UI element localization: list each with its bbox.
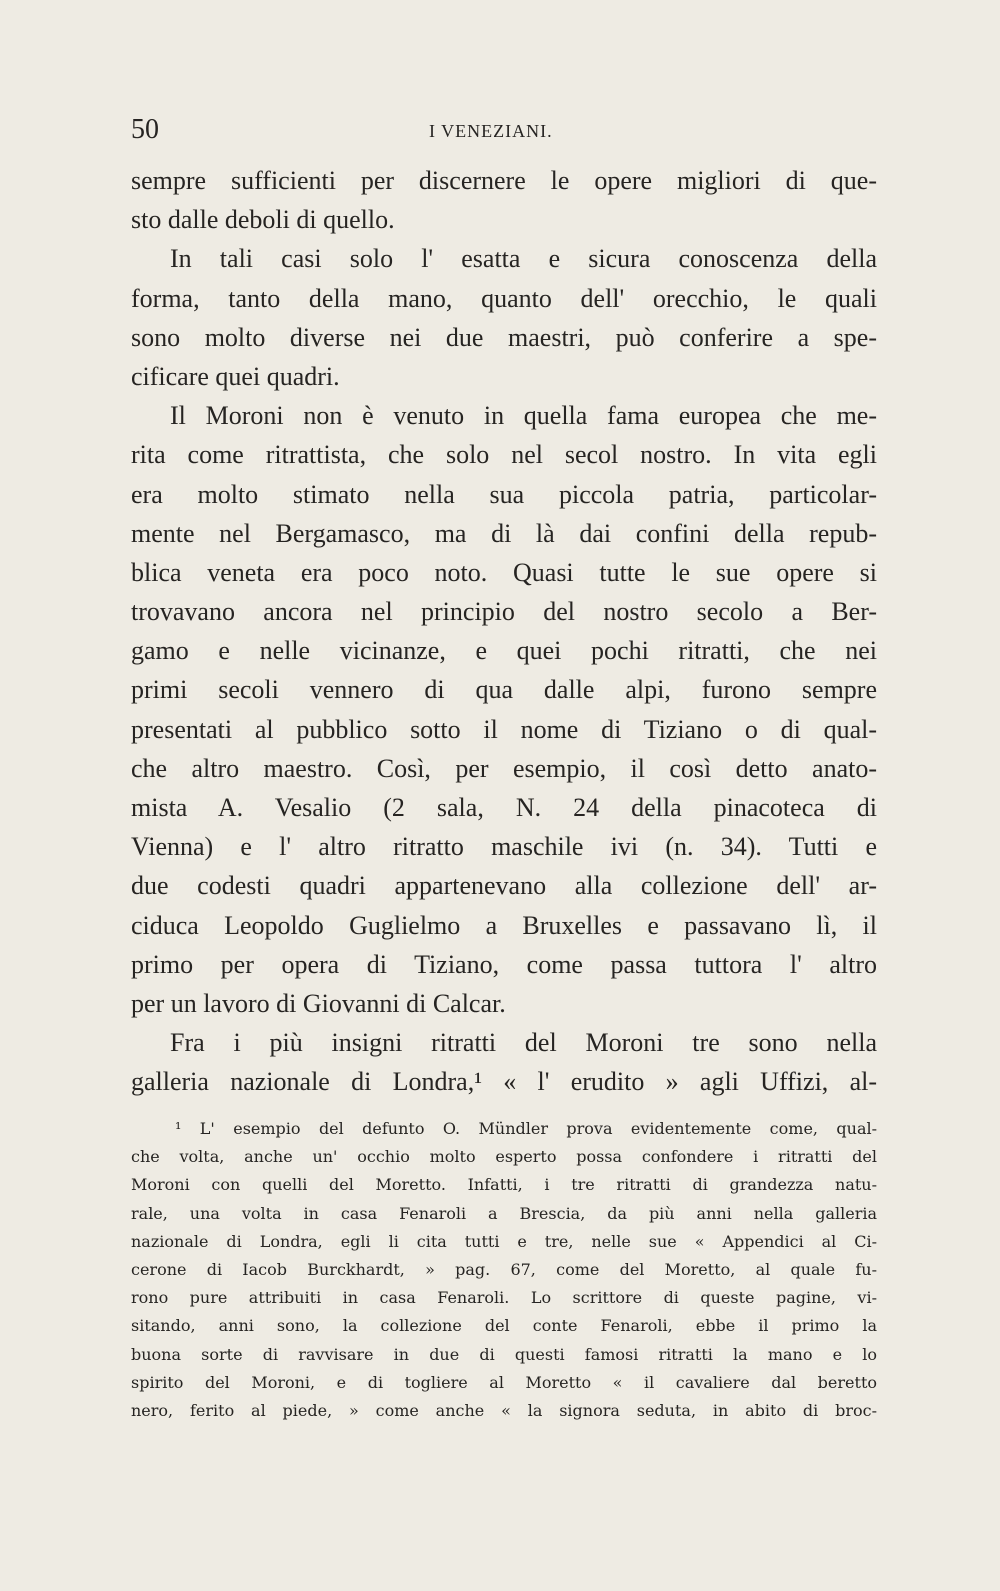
text-line: ciduca Leopoldo Guglielmo a Bruxelles e passavano lì, il [131, 910, 877, 940]
text-line: forma, tanto della mano, quanto dell' orecchio, le quali [131, 283, 877, 313]
footnote-line: che volta, anche un' occhio molto esperto possa confondere i ritratti del [131, 1147, 877, 1167]
text-line: trovavano ancora nel principio del nostro secolo a Ber- [131, 597, 877, 627]
footnote-line: rale, una volta in casa Fenaroli a Brescia, da più anni nella galleria [131, 1203, 877, 1223]
text-line: cificare quei quadri. [131, 361, 340, 391]
footnote-line: Moroni con quelli del Moretto. Infatti, i tre ritratti di grandezza natu- [131, 1175, 877, 1195]
footnote-line: nazionale di Londra, egli li cita tutti e tre, nelle sue « Appendici al Ci- [131, 1231, 877, 1251]
text-line: mista A. Vesalio (2 sala, N. 24 della pinacoteca di [131, 793, 877, 822]
text-line: sono molto diverse nei due maestri, può conferire a spe- [131, 322, 877, 352]
text-line: Vienna) e l' altro ritratto maschile ivi (n. 34). Tutti e [131, 832, 877, 862]
footnote-line: cerone di Iacob Burckhardt, » pag. 67, come del Moretto, al quale fu- [131, 1259, 877, 1279]
text-line: per un lavoro di Giovanni di Calcar. [131, 988, 506, 1018]
footnote-line: nero, ferito al piede, » come anche « la signora seduta, in abito di broc- [131, 1400, 877, 1420]
footnote-line: rono pure attribuiti in casa Fenaroli. Lo scrittore di queste pagine, vi- [131, 1288, 877, 1308]
text-line: mente nel Bergamasco, ma di là dai confini della repub- [131, 518, 877, 548]
text-line: sto dalle deboli di quello. [131, 205, 395, 235]
text-line: galleria nazionale di Londra,¹ « l' erudito » agli Uffizi, al- [131, 1067, 877, 1097]
text-line: Fra i più insigni ritratti del Moroni tre sono nella [170, 1028, 877, 1058]
text-line: era molto stimato nella sua piccola patria, particolar- [131, 479, 877, 509]
page-number: 50 [131, 114, 159, 145]
body-text [131, 161, 877, 1102]
text-line: primi secoli vennero di qua dalle alpi, furono sempre [131, 675, 877, 705]
text-line: sempre sufficienti per discernere le opere migliori di que- [131, 166, 877, 195]
running-head [131, 112, 877, 148]
running-title: I VENEZIANI. [429, 121, 553, 141]
text-line: Il Moroni non è venuto in quella fama europea che me- [170, 401, 877, 431]
footnote-line: sitando, anni sono, la collezione del conte Fenaroli, ebbe il primo la [131, 1316, 877, 1336]
text-line: gamo e nelle vicinanze, e quei pochi ritratti, che nei [131, 636, 877, 666]
text-line: due codesti quadri appartenevano alla collezione dell' ar- [131, 871, 877, 901]
text-line: presentati al pubblico sotto il nome di Tiziano o di qual- [131, 714, 877, 744]
footnote-line: ¹ L' esempio del defunto O. Mündler prova evidentemente come, qual- [175, 1119, 877, 1138]
text-line: rita come ritrattista, che solo nel secol nostro. In vita egli [131, 440, 877, 470]
footnotes [131, 1115, 877, 1425]
text-line: blica veneta era poco noto. Quasi tutte le sue opere si [131, 557, 877, 587]
footnote-line: spirito del Moroni, e di togliere al Moretto « il cavaliere dal beretto [131, 1372, 877, 1392]
text-line: primo per opera di Tiziano, come passa tuttora l' altro [131, 949, 877, 979]
text-line: che altro maestro. Così, per esempio, il così detto anato- [131, 753, 877, 783]
text-line: In tali casi solo l' esatta e sicura conoscenza della [170, 244, 877, 274]
footnote-line: buona sorte di ravvisare in due di questi famosi ritratti la mano e lo [131, 1344, 877, 1364]
